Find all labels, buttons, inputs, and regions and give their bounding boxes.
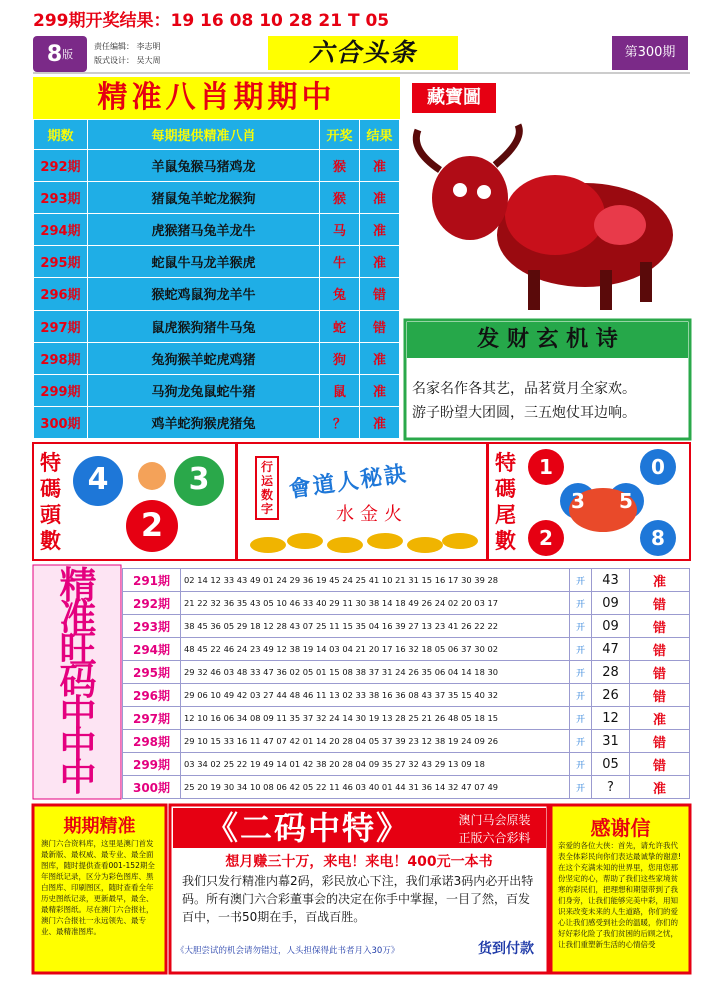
row-draw: 31 [592, 730, 630, 753]
row-result: 准 [360, 214, 400, 246]
numbers-row [123, 730, 690, 753]
row-period: 297期 [123, 707, 181, 730]
cash-on-delivery: 货到付款 [478, 941, 534, 957]
numbers-row [123, 753, 690, 776]
row-draw: 鼠 [320, 374, 360, 406]
row-result: 错 [360, 310, 400, 342]
row-zodiacs: 虎猴猪马兔羊龙牛 [88, 214, 320, 246]
row-period: 296期 [123, 684, 181, 707]
row-draw: 马 [320, 214, 360, 246]
page-number-box [33, 36, 87, 72]
ad-body: 我们只发行精准内幕2码，彩民放心下注，我们承诺3码内必开出特码。所有澳门六合彩董事会的决定在你手中掌握，一目了然，百发百中，一书50期在手，百战百胜。 [182, 874, 534, 924]
row-result: 错 [360, 278, 400, 310]
tail-ball-2: 0 [651, 455, 665, 479]
row-numbers: 29 32 46 03 48 33 47 36 02 05 01 15 08 38 37 31 24 26 35 06 04 14 18 30 [181, 661, 570, 684]
row-draw: 43 [592, 569, 630, 592]
row-kai: 开 [570, 707, 592, 730]
row-numbers: 02 14 12 33 43 49 01 24 29 36 19 45 24 25 41 10 21 31 15 16 17 30 39 28 [181, 569, 570, 592]
row-numbers: 12 10 16 06 34 08 09 11 35 37 32 24 14 30 19 13 28 25 21 26 48 05 18 15 [181, 707, 570, 730]
row-numbers: 25 20 19 30 34 10 08 06 42 05 22 11 46 03 40 01 44 31 36 14 32 47 07 49 [181, 776, 570, 799]
row-result: 错 [630, 638, 690, 661]
numbers-row [123, 592, 690, 615]
head-ball-1: 4 [87, 462, 109, 497]
zodiac-row [34, 182, 400, 214]
ad-title: 《二码中特》 [205, 809, 410, 847]
issue-number: 第300期 [612, 36, 688, 70]
row-draw: 兔 [320, 278, 360, 310]
ad-subtitle: 想月赚三十万，来电！来电！400元一本书 [225, 854, 493, 870]
zodiac-row [34, 150, 400, 182]
row-kai: 开 [570, 776, 592, 799]
row-period: 299期 [123, 753, 181, 776]
row-result: 准 [360, 342, 400, 374]
col-draw: 开奖 [320, 120, 360, 150]
editor-label: 责任编辑： [94, 42, 134, 51]
row-result: 准 [360, 246, 400, 278]
row-kai: 开 [570, 684, 592, 707]
row-period: 294期 [34, 214, 88, 246]
row-kai: 开 [570, 569, 592, 592]
row-result: 准 [360, 406, 400, 438]
row-draw: 05 [592, 753, 630, 776]
col-period: 期数 [34, 120, 88, 150]
row-period: 295期 [34, 246, 88, 278]
row-result: 准 [360, 150, 400, 182]
tail-digits-label: 特碼尾數 [495, 451, 516, 553]
left-title: 期期精准 [63, 816, 136, 837]
head-digits-label: 特碼頭數 [40, 451, 61, 553]
row-period: 299期 [34, 374, 88, 406]
secret-title: 會道人秘訣 [287, 461, 410, 504]
row-result: 错 [630, 753, 690, 776]
tail-ball-1: 1 [539, 455, 553, 479]
editor-name: 李志明 [136, 42, 161, 51]
row-kai: 开 [570, 661, 592, 684]
designer-label: 版式设计： [94, 56, 134, 65]
numbers-row [123, 569, 690, 592]
tail-ball-3: 3 [571, 489, 585, 513]
row-zodiacs: 猴蛇鸡鼠狗龙羊牛 [88, 278, 320, 310]
numbers-table [122, 568, 690, 799]
row-period: 293期 [34, 182, 88, 214]
row-period: 300期 [34, 406, 88, 438]
tail-ball-5: 2 [539, 526, 553, 550]
zodiac-row [34, 342, 400, 374]
zodiac-row [34, 246, 400, 278]
row-draw: 猴 [320, 150, 360, 182]
row-zodiacs: 兔狗猴羊蛇虎鸡猪 [88, 342, 320, 374]
lucky-number-box: 行运数字 [255, 456, 279, 520]
row-zodiacs: 羊鼠兔猴马猪鸡龙 [88, 150, 320, 182]
poem-line-2: 游子盼望大团圆，三五炮仗耳边响。 [412, 405, 636, 421]
right-text: 亲爱的各位大侠：首先，请允许我代表全体彩民向你们表达最诚挚的谢意!在这个充满未知的世界里，您用您那份坚定的心，帮助了我们这些家境贫寒的彩民们，把理想和期望带到了我们身旁，让我们能够完美中彩，用知识来改变未来的人生道路，你们的爱心让我们感受到社会的温暖，你们的好好彩化险了我们贫困的后顾之忧，让我们重塑新生活的心情倍受 [558, 841, 682, 949]
head-ball-3: 2 [140, 506, 164, 544]
numbers-row [123, 684, 690, 707]
row-result: 错 [630, 684, 690, 707]
row-period: 297期 [34, 310, 88, 342]
page-unit: 版 [62, 48, 74, 61]
row-result: 准 [360, 182, 400, 214]
row-result: 错 [630, 661, 690, 684]
row-kai: 开 [570, 638, 592, 661]
row-period: 294期 [123, 638, 181, 661]
row-result: 错 [630, 730, 690, 753]
row-draw: 26 [592, 684, 630, 707]
ad-right-2: 正版六合彩料 [458, 831, 531, 845]
poem-line-1: 名家名作各其艺，品茗赏月全家欢。 [412, 381, 636, 397]
vertical-title: 精准旺码中中中 [59, 564, 97, 799]
row-draw: 蛇 [320, 310, 360, 342]
row-period: 293期 [123, 615, 181, 638]
row-period: 292期 [34, 150, 88, 182]
row-draw: ？ [320, 406, 360, 438]
zodiac-row [34, 310, 400, 342]
numbers-row [123, 661, 690, 684]
row-period: 292期 [123, 592, 181, 615]
zodiac-row [34, 278, 400, 310]
row-period: 298期 [34, 342, 88, 374]
row-zodiacs: 鸡羊蛇狗猴虎猪兔 [88, 406, 320, 438]
zodiac-table [33, 119, 400, 439]
paper-title: 六合头条 [268, 36, 458, 70]
row-numbers: 21 22 32 36 35 43 05 10 46 33 40 29 11 30 38 14 18 49 26 24 02 20 03 17 [181, 592, 570, 615]
row-draw: 28 [592, 661, 630, 684]
treasure-map-label: 藏寶圖 [412, 83, 496, 113]
ad-footnote: 《大胆尝试的机会请勿错过，人头担保得此书者月入30万》 [176, 946, 400, 956]
head-ball-2: 3 [188, 462, 210, 497]
row-draw: 牛 [320, 246, 360, 278]
row-result: 准 [630, 707, 690, 730]
left-text: 澳门六合资料库，这里是澳门首发最新版、最权威、最专业、最全面图库，随时提供查看001-152期全年图纸记录，区分为彩色图库、黑白图库、印刷图区，随时查看全年历史图纸记录，更新最早，最全、最精彩图纸。尽在澳门六合报社，澳门六合报社一永远领先、最专业、最精准图库。 [41, 839, 155, 936]
row-zodiacs: 蛇鼠牛马龙羊猴虎 [88, 246, 320, 278]
numbers-row [123, 638, 690, 661]
zodiac-row [34, 214, 400, 246]
row-draw: 47 [592, 638, 630, 661]
row-period: 291期 [123, 569, 181, 592]
zodiac-row [34, 406, 400, 438]
row-kai: 开 [570, 730, 592, 753]
secret-elements: 水金火 [336, 504, 408, 525]
right-title: 感谢信 [590, 816, 651, 840]
row-draw: 12 [592, 707, 630, 730]
tail-ball-6: 8 [651, 526, 665, 550]
row-kai: 开 [570, 753, 592, 776]
col-result: 结果 [360, 120, 400, 150]
row-numbers: 48 45 22 46 24 23 49 12 38 19 14 03 04 21 20 17 16 32 18 05 06 37 30 02 [181, 638, 570, 661]
row-zodiacs: 猪鼠兔羊蛇龙猴狗 [88, 182, 320, 214]
row-period: 296期 [34, 278, 88, 310]
row-result: 准 [360, 374, 400, 406]
numbers-row [123, 707, 690, 730]
row-draw: 狗 [320, 342, 360, 374]
row-numbers: 29 10 15 33 16 11 47 07 42 01 14 20 28 04 05 37 39 23 12 38 19 24 09 26 [181, 730, 570, 753]
page-number: 8 [46, 41, 63, 67]
section1-title: 精准八肖期期中 [97, 80, 336, 115]
numbers-row [123, 776, 690, 799]
col-zodiacs: 每期提供精准八肖 [88, 120, 320, 150]
zodiac-row [34, 374, 400, 406]
row-kai: 开 [570, 592, 592, 615]
row-numbers: 38 45 36 05 29 18 12 28 43 07 25 11 15 35 04 16 39 27 13 23 41 26 22 22 [181, 615, 570, 638]
row-result: 准 [630, 776, 690, 799]
row-result: 错 [630, 592, 690, 615]
designer-name: 吴大周 [136, 56, 161, 65]
row-draw: ? [592, 776, 630, 799]
row-result: 准 [630, 569, 690, 592]
row-numbers: 03 34 02 25 22 19 49 14 01 42 38 20 28 04 09 35 27 32 43 29 13 09 18 [181, 753, 570, 776]
row-period: 298期 [123, 730, 181, 753]
poem-title: 发 财 玄 机 诗 [477, 327, 618, 352]
row-result: 错 [630, 615, 690, 638]
row-kai: 开 [570, 615, 592, 638]
row-period: 300期 [123, 776, 181, 799]
row-zodiacs: 马狗龙兔鼠蛇牛猪 [88, 374, 320, 406]
results-banner: 299期开奖结果：19 16 08 10 28 21 T 05 [33, 11, 390, 31]
row-draw: 猴 [320, 182, 360, 214]
tail-ball-4: 5 [619, 489, 633, 513]
row-draw: 09 [592, 592, 630, 615]
row-period: 295期 [123, 661, 181, 684]
row-numbers: 29 06 10 49 42 03 27 44 48 46 11 13 02 33 38 16 36 08 43 37 35 15 40 32 [181, 684, 570, 707]
ad-right-1: 澳门马会原装 [458, 813, 531, 827]
numbers-row [123, 615, 690, 638]
credits [94, 40, 161, 68]
row-draw: 09 [592, 615, 630, 638]
row-zodiacs: 鼠虎猴狗猪牛马兔 [88, 310, 320, 342]
